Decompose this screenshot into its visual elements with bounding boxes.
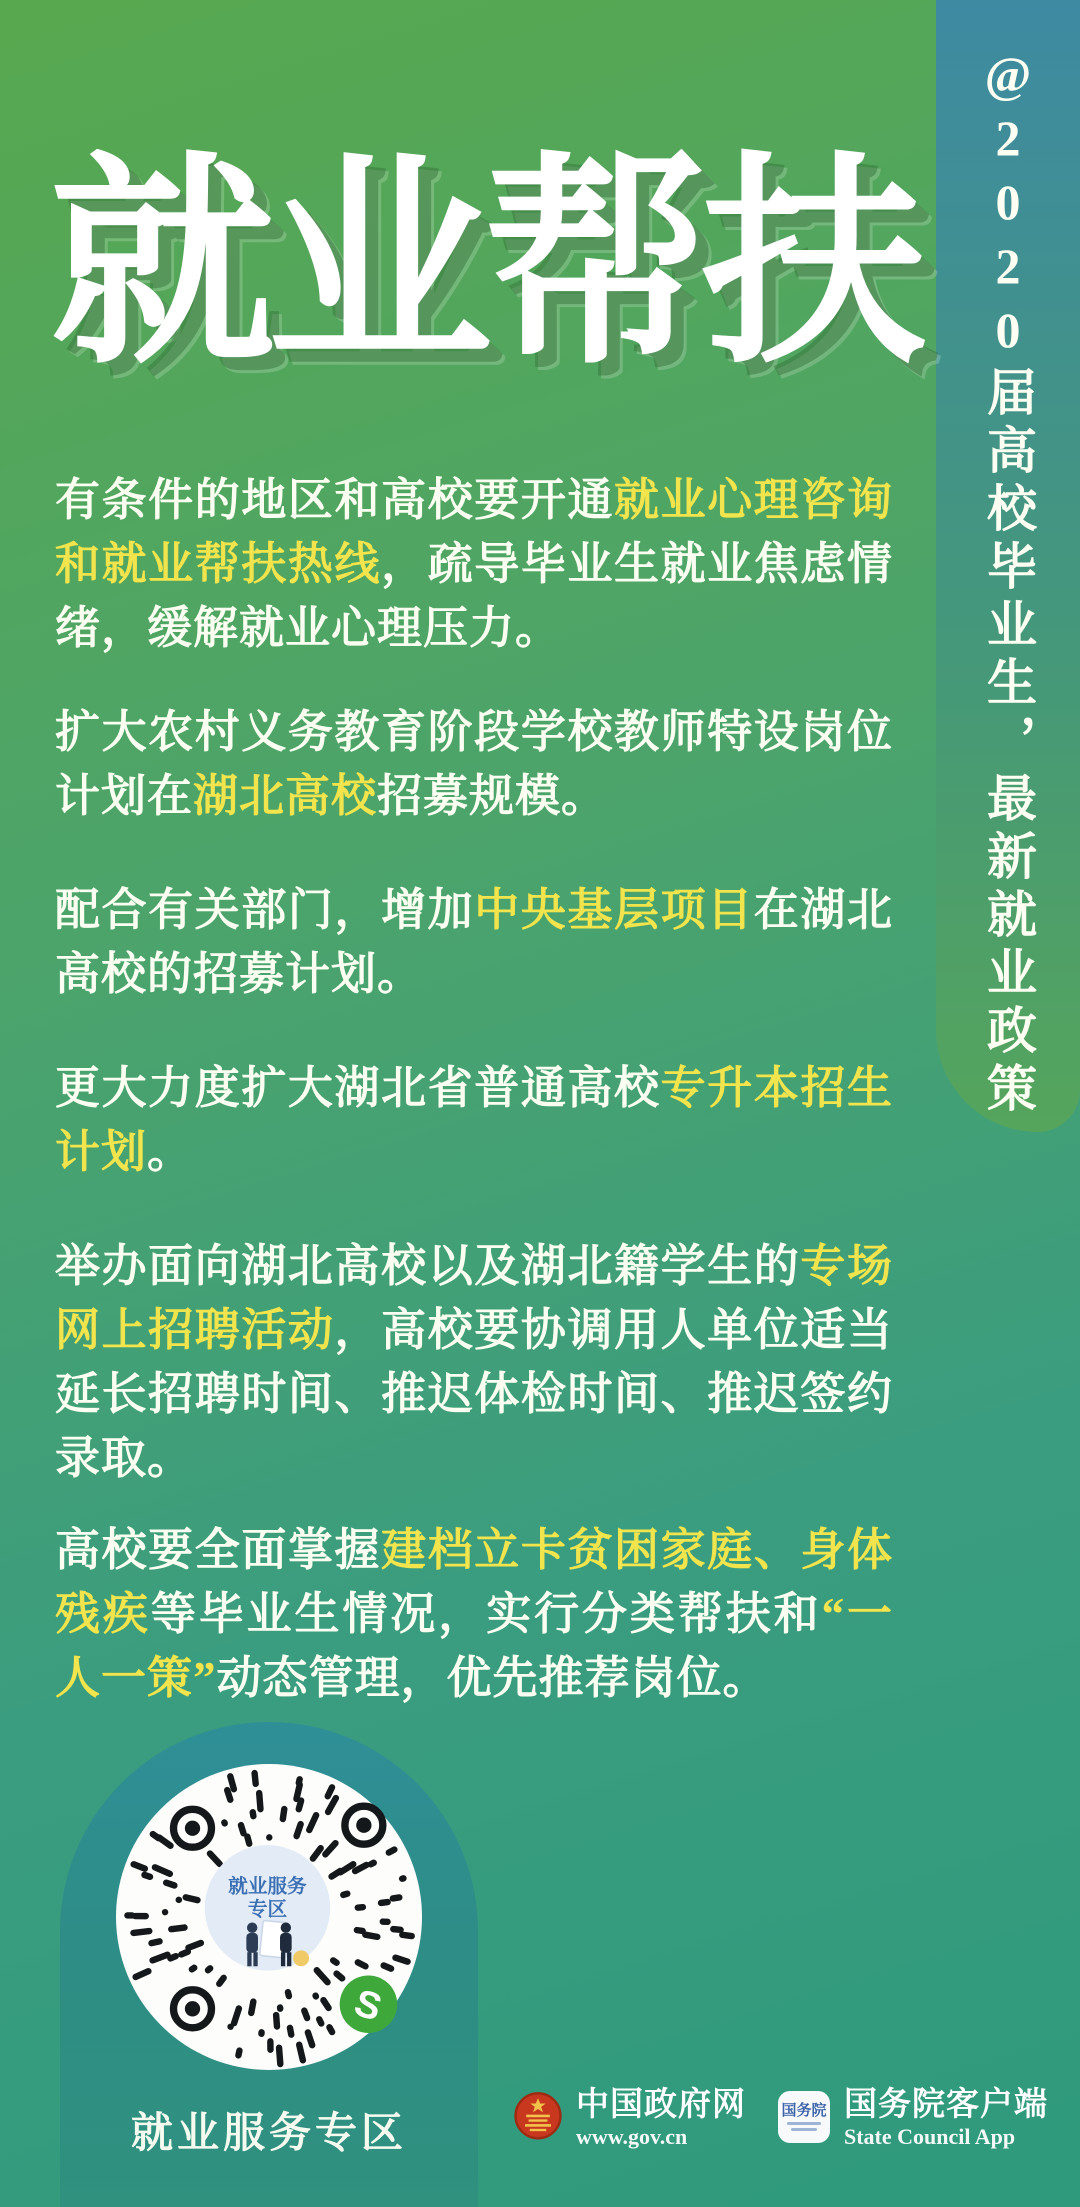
policy-paragraph	[55, 1056, 893, 1184]
plain-text: 动态管理，优先推荐岗位。	[216, 1653, 769, 1703]
gov-logo-group	[514, 2084, 746, 2150]
plain-text: 。	[147, 1127, 194, 1177]
footer	[0, 2084, 1080, 2168]
policy-paragraph	[55, 700, 893, 828]
app-name: 国务院客户端	[844, 2085, 1048, 2122]
app-icon-line	[787, 2122, 821, 2125]
qr-center-subtitle: 专区	[247, 1898, 288, 1921]
highlighted-text: 专升本招生计划	[55, 1063, 893, 1177]
policy-paragraph	[55, 1518, 893, 1710]
app-logo-text	[844, 2084, 1048, 2150]
policy-paragraph	[55, 1234, 893, 1490]
plain-text: 招募规模。	[377, 771, 608, 821]
highlighted-text: 建档立卡贫困家庭、身体残疾	[55, 1525, 893, 1639]
plain-text: 举办面向湖北高校以及湖北籍学生的	[55, 1241, 801, 1291]
highlighted-text: “一人一策”	[55, 1589, 893, 1703]
app-subtitle: State Council App	[844, 2124, 1016, 2149]
plain-text: 扩大农村义务教育阶段学校教师特设岗位计划在	[55, 707, 893, 821]
state-council-app-icon	[778, 2091, 830, 2143]
plain-text: ，疏导毕业生就业焦虑情绪，缓解就业心理压力。	[55, 539, 893, 653]
app-icon-label: 国务院	[781, 2102, 827, 2119]
plain-text: 等毕业生情况，实行分类帮扶和	[150, 1589, 822, 1639]
highlighted-text: 就业心理咨询和就业帮扶热线	[55, 475, 893, 589]
plain-text: 高校要全面掌握	[55, 1525, 382, 1575]
poster-title: 就业帮扶	[50, 137, 918, 389]
sidebar-vertical-text: @2020届高校毕业生，最新就业政策	[980, 46, 1036, 1120]
app-logo-group	[778, 2084, 1048, 2150]
plain-text: ，高校要协调用人单位适当延长招聘时间、推迟体检时间、推迟签约录取。	[55, 1305, 893, 1483]
gov-site-url: www.gov.cn	[576, 2124, 688, 2149]
plain-text: 配合有关部门，增加	[55, 885, 475, 935]
wechat-miniprogram-logo-icon	[340, 1975, 398, 2033]
plain-text: 在湖北高校的招募计划。	[55, 885, 893, 999]
plain-text: 有条件的地区和高校要开通	[55, 475, 615, 525]
policy-paragraph	[55, 878, 893, 1006]
qr-caption: 就业服务专区	[130, 2111, 407, 2157]
qr-center-title: 就业服务	[228, 1875, 307, 1898]
plain-text: 更大力度扩大湖北省普通高校	[55, 1063, 661, 1113]
qr-center-bubble	[205, 1845, 330, 1970]
app-icon-line	[791, 2128, 817, 2131]
highlighted-text: 中央基层项目	[474, 885, 754, 935]
highlighted-text: 湖北高校	[193, 771, 378, 821]
qr-code	[116, 1764, 422, 2070]
circular-qr-code	[116, 1764, 422, 2070]
svg-text:S: S	[349, 1981, 387, 2030]
sidebar-banner	[936, 0, 1080, 1132]
policy-paragraph	[55, 468, 893, 660]
china-national-emblem-icon	[514, 2091, 562, 2143]
gov-logo-text	[576, 2084, 746, 2150]
highlighted-text: 专场网上招聘活动	[55, 1241, 893, 1355]
gov-site-name: 中国政府网	[576, 2085, 746, 2122]
